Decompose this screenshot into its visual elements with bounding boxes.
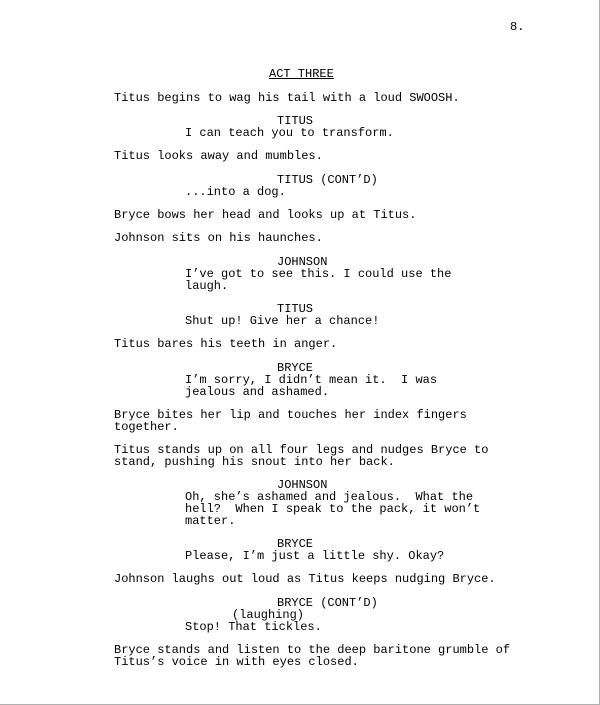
dialogue-line: Oh, she’s ashamed and jealous. What the — [185, 490, 474, 504]
character-name: BRYCE — [277, 361, 314, 375]
action-line: Johnson laughs out loud as Titus keeps nudging Bryce. — [114, 572, 496, 586]
action-line: Titus stands up on all four legs and nudges Bryce to — [114, 443, 489, 457]
dialogue-line: I’m sorry, I didn’t mean it. I was — [185, 373, 438, 387]
character-name: BRYCE — [277, 537, 314, 551]
action-line: Johnson sits on his haunches. — [114, 231, 323, 245]
action-line: Titus bares his teeth in anger. — [114, 337, 338, 351]
action-line: Titus’s voice in with eyes closed. — [114, 655, 359, 669]
character-name: TITUS — [277, 114, 314, 128]
dialogue-line: ...into a dog. — [185, 185, 286, 199]
dialogue-line: Please, I’m just a little shy. Okay? — [185, 549, 445, 563]
dialogue-line: Stop! That tickles. — [185, 620, 322, 634]
parenthetical: (laughing) — [232, 608, 305, 622]
character-name: TITUS (CONT’D) — [277, 173, 378, 187]
action-line: Titus begins to wag his tail with a loud SWOOSH. — [114, 91, 460, 105]
dialogue-line: hell? When I speak to the pack, it won’t — [185, 502, 481, 516]
dialogue-line: I’ve got to see this. I could use the — [185, 267, 452, 281]
action-line: stand, pushing his snout into her back. — [114, 455, 395, 469]
act-heading: ACT THREE — [269, 67, 334, 81]
dialogue-line: jealous and ashamed. — [185, 385, 330, 399]
dialogue-line: Shut up! Give her a chance! — [185, 314, 380, 328]
action-line: Titus looks away and mumbles. — [114, 149, 323, 163]
character-name: JOHNSON — [277, 255, 328, 269]
character-name: JOHNSON — [277, 478, 328, 492]
dialogue-line: matter. — [185, 514, 236, 528]
dialogue-line: I can teach you to transform. — [185, 126, 394, 140]
dialogue-line: laugh. — [185, 279, 229, 293]
action-line: Bryce bows her head and looks up at Titus. — [114, 208, 417, 222]
character-name: TITUS — [277, 302, 314, 316]
action-line: Bryce stands and listen to the deep baritone grumble of — [114, 643, 511, 657]
action-line: Bryce bites her lip and touches her index fingers — [114, 408, 467, 422]
character-name: BRYCE (CONT’D) — [277, 596, 378, 610]
action-line: together. — [114, 420, 179, 434]
page-number: 8. — [510, 20, 525, 34]
